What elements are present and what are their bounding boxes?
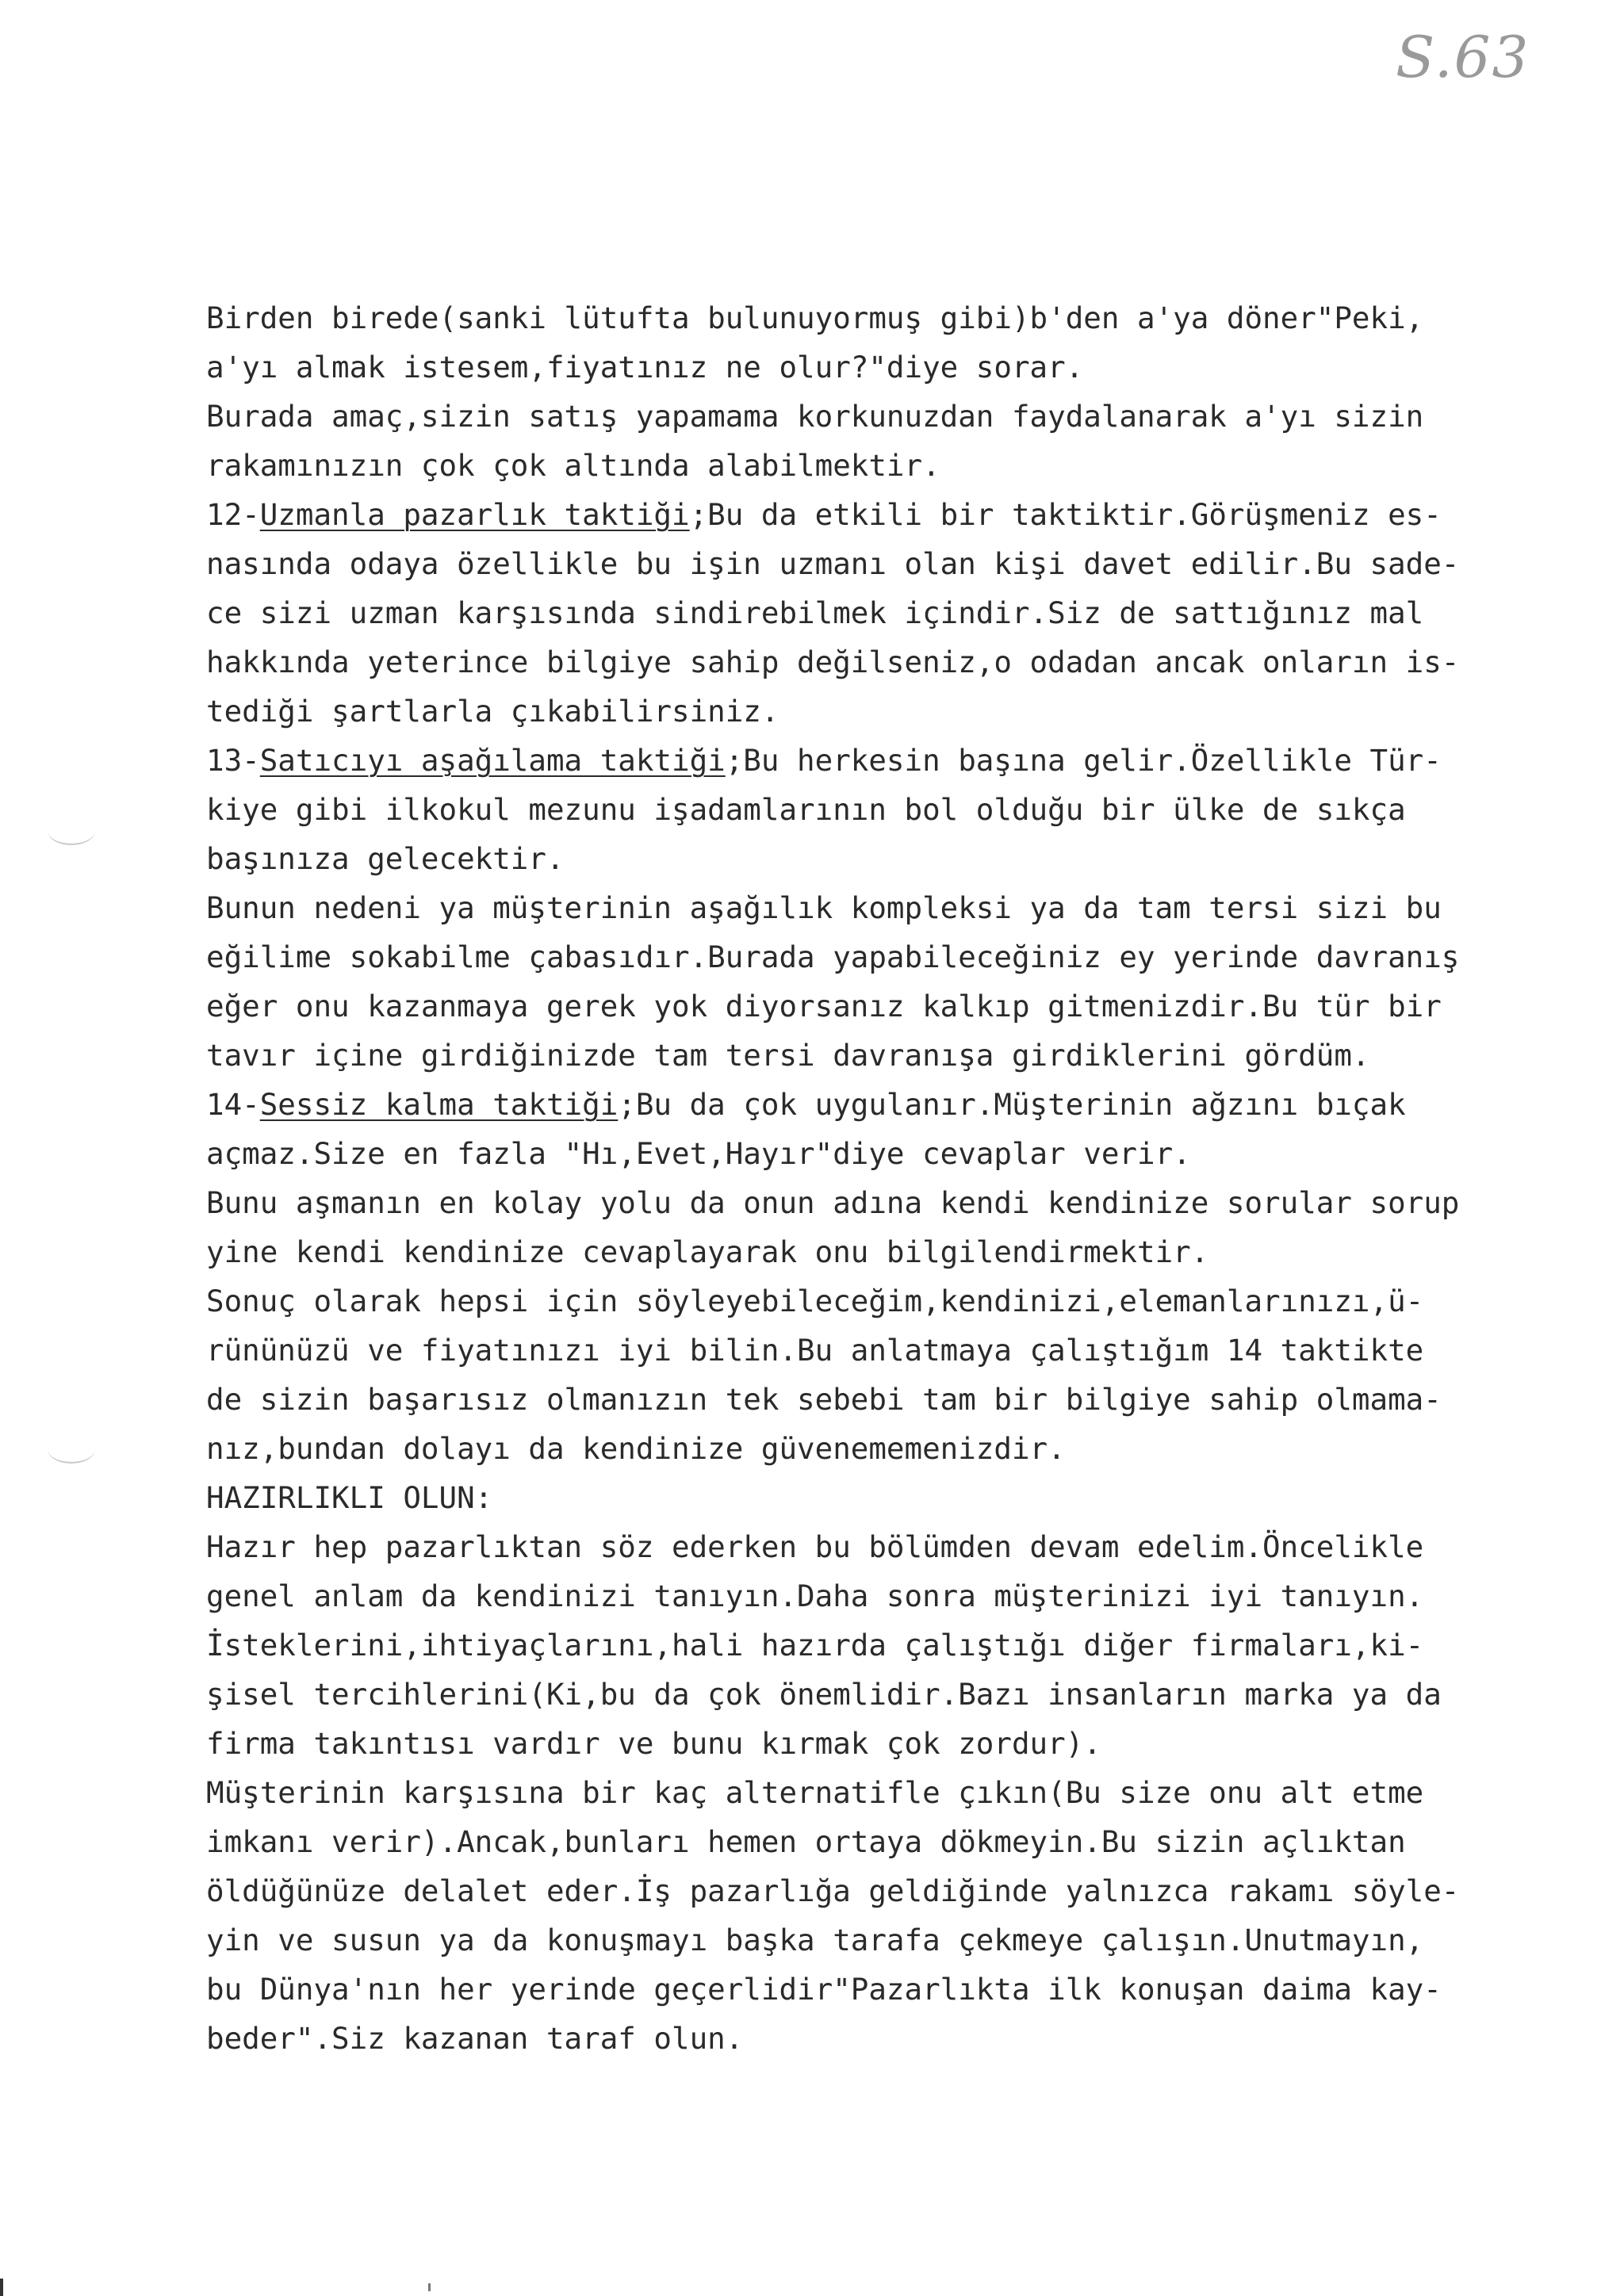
text-line <box>206 1915 1586 1965</box>
text-segment: ce sizi uzman karşısında sindirebilmek içindir.Siz de sattığınız mal <box>206 595 1424 630</box>
text-segment: 14- <box>206 1087 260 1122</box>
text-line <box>206 1670 1586 1719</box>
text-line <box>206 539 1586 588</box>
text-segment: firma takıntısı vardır ve bunu kırmak çok zordur). <box>206 1726 1101 1761</box>
text-line <box>206 1522 1586 1571</box>
text-segment: tediği şartlarla çıkabilirsiniz. <box>206 694 779 729</box>
text-segment: ;Bu da etkili bir taktiktir.Görüşmeniz es- <box>689 497 1442 532</box>
text-line <box>206 736 1586 785</box>
text-segment: şisel tercihlerini(Ki,bu da çok önemlidir.Bazı insanların marka ya da <box>206 1677 1442 1712</box>
typewritten-body-text <box>206 293 1586 2063</box>
text-segment: Bunun nedeni ya müşterinin aşağılık kompleksi ya da tam tersi sizi bu <box>206 890 1442 925</box>
text-segment: yine kendi kendinize cevaplayarak onu bilgilendirmektir. <box>206 1234 1209 1269</box>
text-line <box>206 2014 1586 2063</box>
text-segment: eğer onu kazanmaya gerek yok diyorsanız kalkıp gitmenizdir.Bu tür bir <box>206 989 1442 1024</box>
text-line <box>206 1178 1586 1227</box>
text-segment: a'yı almak istesem,fiyatınız ne olur?"diye sorar. <box>206 350 1084 385</box>
text-line <box>206 1866 1586 1915</box>
text-segment: ;Bu herkesin başına gelir.Özellikle Tür- <box>725 743 1442 778</box>
text-line <box>206 490 1586 539</box>
text-segment: Birden birede(sanki lütufta bulunuyormuş gibi)b'den a'ya döner"Peki, <box>206 300 1424 335</box>
text-line <box>206 637 1586 687</box>
text-segment: de sizin başarısız olmanızın tek sebebi tam bir bilgiye sahip olmama- <box>206 1382 1442 1417</box>
underlined-heading: Sessiz kalma taktiği <box>259 1087 619 1122</box>
handwritten-page-number: S.63 <box>1396 24 1530 90</box>
text-segment: hakkında yeterince bilgiye sahip değilseniz,o odadan ancak onların is- <box>206 645 1460 679</box>
text-line <box>206 1621 1586 1670</box>
text-line <box>206 392 1586 441</box>
text-segment: Hazır hep pazarlıktan söz ederken bu bölümden devam edelim.Öncelikle <box>206 1529 1424 1564</box>
scan-edge-mark <box>0 2279 3 2296</box>
punch-hole-mark <box>48 817 95 845</box>
text-segment: açmaz.Size en fazla "Hı,Evet,Hayır"diye cevaplar verir. <box>206 1136 1191 1171</box>
text-line <box>206 1571 1586 1621</box>
text-segment: tavır içine girdiğinizde tam tersi davranışa girdiklerini gördüm. <box>206 1038 1370 1073</box>
text-line <box>206 1276 1586 1326</box>
text-segment: HAZIRLIKLI OLUN: <box>206 1480 493 1515</box>
text-line <box>206 932 1586 982</box>
text-segment: rakamınızın çok çok altında alabilmektir. <box>206 448 940 483</box>
text-segment: 12- <box>206 497 260 532</box>
text-segment: nız,bundan dolayı da kendinize güvenememenizdir. <box>206 1431 1066 1466</box>
text-line <box>206 1031 1586 1080</box>
text-line <box>206 1473 1586 1522</box>
text-line <box>206 441 1586 490</box>
text-segment: 13- <box>206 743 260 778</box>
text-line <box>206 687 1586 736</box>
text-line <box>206 1424 1586 1473</box>
text-line <box>206 1080 1586 1129</box>
text-line <box>206 1129 1586 1178</box>
text-segment: başınıza gelecektir. <box>206 841 565 876</box>
text-segment: Sonuç olarak hepsi için söyleyebileceğim,kendinizi,elemanlarınızı,ü- <box>206 1284 1424 1318</box>
text-line <box>206 342 1586 392</box>
text-line <box>206 982 1586 1031</box>
text-line <box>206 1326 1586 1375</box>
punch-hole-mark <box>48 1435 95 1464</box>
text-segment: ;Bu da çok uygulanır.Müşterinin ağzını bıçak <box>618 1087 1406 1122</box>
text-segment: genel anlam da kendinizi tanıyın.Daha sonra müşterinizi iyi tanıyın. <box>206 1578 1424 1613</box>
text-line <box>206 293 1586 342</box>
text-line <box>206 1719 1586 1768</box>
text-segment: Burada amaç,sizin satış yapamama korkunuzdan faydalanarak a'yı sizin <box>206 399 1424 434</box>
text-segment: yin ve susun ya da konuşmayı başka tarafa çekmeye çalışın.Unutmayın, <box>206 1923 1424 1957</box>
text-segment: İsteklerini,ihtiyaçlarını,hali hazırda çalıştığı diğer firmaları,ki- <box>206 1628 1424 1663</box>
text-segment: eğilime sokabilme çabasıdır.Burada yapabileceğiniz ey yerinde davranış <box>206 939 1460 974</box>
underlined-heading: Uzmanla pazarlık taktiği <box>259 497 690 532</box>
text-line <box>206 1227 1586 1276</box>
text-segment: beder".Siz kazanan taraf olun. <box>206 2021 744 2056</box>
text-line <box>206 785 1586 834</box>
text-line <box>206 1965 1586 2014</box>
text-segment: bu Dünya'nın her yerinde geçerlidir"Pazarlıkta ilk konuşan daima kay- <box>206 1972 1442 2007</box>
text-line <box>206 1817 1586 1866</box>
text-line <box>206 1768 1586 1817</box>
underlined-heading: Satıcıyı aşağılama taktiği <box>259 743 726 778</box>
text-line <box>206 834 1586 883</box>
text-segment: Bunu aşmanın en kolay yolu da onun adına kendi kendinize sorular sorup <box>206 1185 1460 1220</box>
scan-edge-mark <box>428 2283 431 2291</box>
text-line <box>206 588 1586 637</box>
text-segment: rününüzü ve fiyatınızı iyi bilin.Bu anlatmaya çalıştığım 14 taktikte <box>206 1333 1424 1368</box>
text-line <box>206 1375 1586 1424</box>
text-line <box>206 883 1586 932</box>
text-segment: öldüğünüze delalet eder.İş pazarlığa geldiğinde yalnızca rakamı söyle- <box>206 1873 1460 1908</box>
text-segment: kiye gibi ilkokul mezunu işadamlarının bol olduğu bir ülke de sıkça <box>206 792 1406 827</box>
text-segment: nasında odaya özellikle bu işin uzmanı olan kişi davet edilir.Bu sade- <box>206 546 1460 581</box>
text-segment: Müşterinin karşısına bir kaç alternatifle çıkın(Bu size onu alt etme <box>206 1775 1424 1810</box>
text-segment: imkanı verir).Ancak,bunları hemen ortaya dökmeyin.Bu sizin açlıktan <box>206 1824 1406 1859</box>
